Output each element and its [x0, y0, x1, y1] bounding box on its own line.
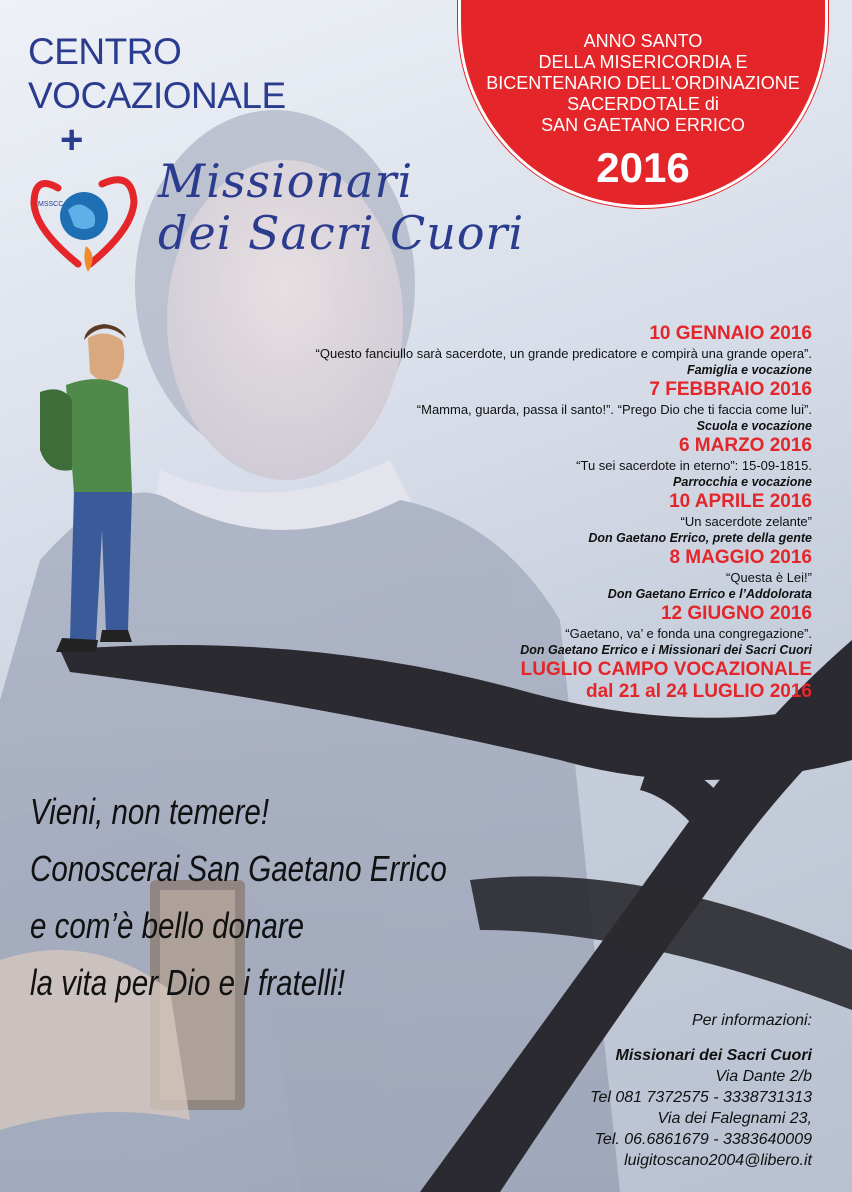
campo-title: LUGLIO CAMPO VOCAZIONALE: [520, 659, 812, 680]
anno-santo-badge: [458, 0, 828, 208]
info-heading: Per informazioni:: [691, 1012, 812, 1029]
event-quote: “Un sacerdote zelante”: [680, 514, 812, 529]
slogan: [30, 783, 447, 1011]
event-item: [212, 323, 812, 379]
event-item: [212, 491, 812, 547]
event-quote: “Gaetano, va’ e fonda una congregazione”.: [565, 626, 812, 641]
campo-vocazionale: [212, 659, 812, 703]
event-item: [212, 603, 812, 659]
slogan-line: la vita per Dio e i fratelli!: [30, 962, 346, 1003]
slogan-line: e com’è bello donare: [30, 905, 305, 946]
event-theme: Famiglia e vocazione: [686, 363, 812, 377]
event-date: 12 GIUGNO 2016: [660, 603, 812, 624]
badge-line: DELLA MISERICORDIA E: [538, 52, 748, 72]
badge-line: SACERDOTALE di: [567, 94, 719, 114]
badge-year: 2016: [596, 144, 690, 191]
vocazionale-line: VOCAZIONALE: [28, 75, 286, 116]
slogan-line: Vieni, non temere!: [30, 791, 270, 832]
logo-text: MSSCC: [38, 201, 64, 208]
badge-line: ANNO SANTO: [583, 31, 703, 51]
info-organization: Missionari dei Sacri Cuori: [615, 1047, 812, 1064]
plus-sign: +: [60, 118, 84, 162]
info-phone: Tel. 06.6861679 - 3383640009: [594, 1131, 812, 1148]
event-quote: “Tu sei sacerdote in eterno”: 15-09-1815.: [576, 458, 812, 473]
event-item: [212, 547, 812, 603]
sacri-cuori-line: dei Sacri Cuori: [158, 206, 525, 260]
campo-dates: dal 21 al 24 LUGLIO 2016: [586, 681, 812, 702]
event-date: 10 APRILE 2016: [669, 491, 812, 512]
event-date: 10 GENNAIO 2016: [649, 323, 812, 344]
event-quote: “Mamma, guarda, passa il santo!”. “Prego Dio che ti faccia come lui”.: [416, 402, 812, 417]
info-address: Via dei Falegnami 23,: [657, 1110, 812, 1127]
info-email: luigitoscano2004@libero.it: [624, 1152, 812, 1169]
event-theme: Parrocchia e vocazione: [673, 475, 812, 489]
event-theme: Don Gaetano Errico e l’Addolorata: [607, 587, 812, 601]
info-phone: Tel 081 7372575 - 3338731313: [590, 1089, 812, 1106]
event-theme: Don Gaetano Errico, prete della gente: [588, 531, 812, 545]
event-date: 8 MAGGIO 2016: [669, 547, 812, 568]
missionari-line: Missionari: [158, 154, 414, 208]
events-schedule: [212, 323, 812, 703]
event-item: [212, 435, 812, 491]
badge-line: BICENTENARIO DELL'ORDINAZIONE: [486, 73, 800, 93]
event-quote: “Questo fanciullo sarà sacerdote, un grande predicatore e compirà una grande opera”.: [315, 346, 812, 361]
centro-vocazionale-title: [28, 30, 286, 118]
event-date: 6 MARZO 2016: [678, 435, 812, 456]
event-quote: “Questa è Lei!”: [726, 570, 812, 585]
contact-info: [590, 1010, 812, 1171]
event-item: [212, 379, 812, 435]
event-date: 7 FEBBRAIO 2016: [649, 379, 812, 400]
centro-line: CENTRO: [28, 31, 182, 72]
info-address: Via Dante 2/b: [715, 1068, 812, 1085]
event-theme: Don Gaetano Errico e i Missionari dei Sacri Cuori: [520, 643, 812, 657]
sacred-hearts-logo: [28, 160, 140, 276]
event-theme: Scuola e vocazione: [696, 419, 812, 433]
slogan-line: Conoscerai San Gaetano Errico: [30, 848, 447, 889]
badge-line: SAN GAETANO ERRICO: [541, 115, 745, 135]
